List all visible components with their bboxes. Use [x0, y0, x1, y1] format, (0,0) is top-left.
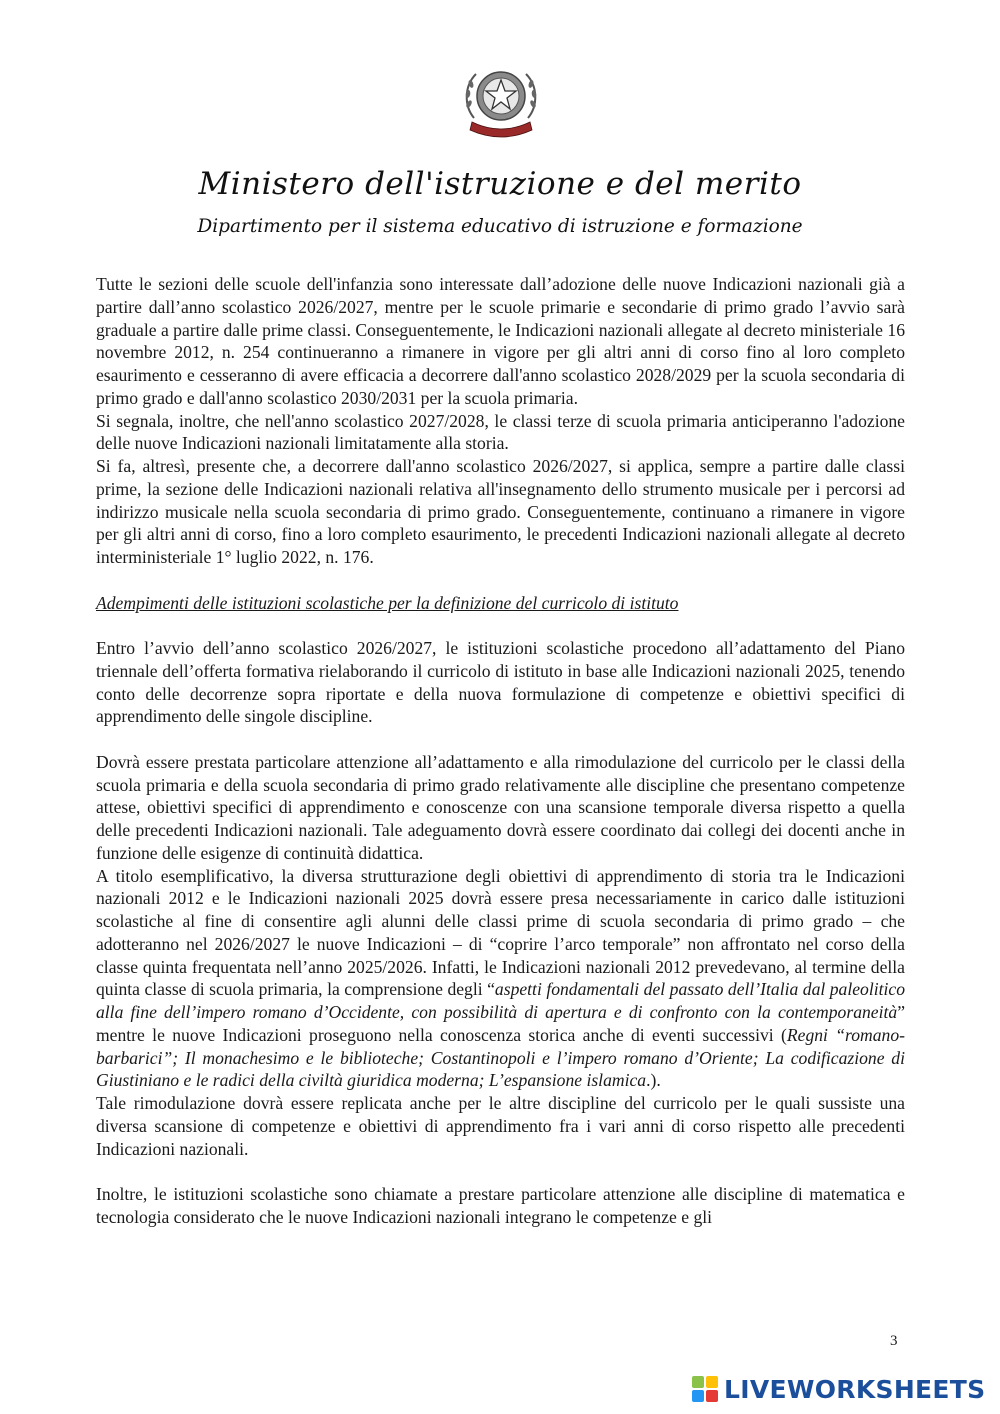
department-title: Dipartimento per il sistema educativo di istruzione e formazione — [197, 216, 803, 237]
paragraph: Dovrà essere prestata particolare attenzione all’adattamento e alla rimodulazione del curricolo per le classi della scuola primaria e della scuola secondaria di primo grado relativamente alle discipline che presentano competenze attese, obiettivi specifici di apprendimento e conoscenze con una scansione temporale diversa rispetto a quella delle precedenti Indicazioni nazionali. Tale adeguamento dovrà essere coordinato dai collegi dei docenti anche in funzione delle esigenze di continuità didattica. — [96, 751, 905, 863]
liveworksheets-watermark — [692, 1372, 985, 1406]
paragraph: Tale rimodulazione dovrà essere replicata anche per le altre discipline del curricolo per le quali sussiste una diversa scansione di competenze e obiettivi di apprendimento fra i vari anni di corso rispetto alle precedenti Indicazioni nazionali. — [96, 1093, 905, 1159]
paragraph: Tutte le sezioni delle scuole dell'infanzia sono interessate dall’adozione delle nuove Indicazioni nazionali già a partire dall’anno scolastico 2026/2027, mentre per le scuole primarie e secondarie di primo grado l’avvio sarà graduale a partire dalle prime classi. Conseguentemente, le Indicazioni nazionali allegate al decreto ministeriale 16 novembre 2012, n. 254 continueranno a rimanere in vigore per gli altri anni di corso fino al loro completo esaurimento e cesseranno di avere efficacia a decorrere dall'anno scolastico 2028/2029 per la scuola secondaria di primo grado e dall'anno scolastico 2030/2031 per la scuola primaria. — [96, 274, 905, 408]
topic-list-text: Regni “romano-barbarici”; Il monachesimo e le biblioteche; Costantinopoli e l’impero romano d’Oriente; La codificazione di Giustiniano e le radici della civiltà giuridica moderna; L’espansione islamica — [96, 1024, 905, 1091]
paragraph: Si fa, altresì, presente che, a decorrere dall'anno scolastico 2026/2027, si applica, sempre a partire dalle classi prime, la sezione delle Indicazioni nazionali relativa all'insegnamento dello strumento musicale per i percorsi ad indirizzo musicale nella scuola secondaria di primo grado. Conseguentemente, continuano a rimanere in vigore per gli altri anni di corso, fino a loro completo esaurimento, le precedenti Indicazioni nazionali allegate al decreto interministeriale 1° luglio 2022, n. 176. — [96, 456, 905, 567]
section-heading: Adempimenti delle istituzioni scolastiche per la definizione del curricolo di istituto — [96, 592, 679, 613]
page-number: 3 — [890, 1333, 898, 1349]
paragraph: Entro l’avvio dell’anno scolastico 2026/2027, le istituzioni scolastiche procedono all’adattamento del Piano triennale dell’offerta formativa rielaborando il curricolo di istituto in base alle Indicazioni nazionali 2025, tenendo conto delle decorrenze sopra riportate e della nuova formulazione di competenze e obiettivi specifici di apprendimento delle singole discipline. — [96, 638, 905, 727]
liveworksheets-logo-icon — [692, 1376, 718, 1402]
quoted-text: aspetti fondamentali del passato dell’Italia dal paleolitico alla fine dell’impero romano d’Occidente, con possibilità di apertura e di confronto con la contemporaneità — [96, 979, 905, 1022]
republic-emblem-icon — [456, 56, 546, 146]
paragraph: Si segnala, inoltre, che nell'anno scolastico 2027/2028, le classi terze di scuola primaria anticiperanno l'adozione delle nuove Indicazioni nazionali limitatamente alla storia. — [96, 410, 905, 454]
document-body — [96, 273, 905, 1229]
paragraph-text: ” mentre le nuove Indicazioni proseguono nella conoscenza storica anche di eventi successivi ( — [96, 1002, 905, 1045]
paragraph: Inoltre, le istituzioni scolastiche sono chiamate a prestare particolare attenzione alle discipline di matematica e tecnologia considerato che le nuove Indicazioni nazionali integrano le competenze e gli — [96, 1184, 905, 1227]
ministry-title: Ministero dell'istruzione e del merito — [198, 166, 802, 202]
paragraph-text: A titolo esemplificativo, la diversa strutturazione degli obiettivi di apprendimento di storia tra le Indicazioni nazionali 2012 e le Indicazioni nazionali 2025 dovrà essere presa necessariamente in carico dalle istituzioni scolastiche al fine di consentire agli alunni delle classi prime di scuola secondaria di primo grado – che adotteranno nel 2026/2027 le nuove Indicazioni – di “coprire l’arco temporale” non affrontato nel corso della classe quinta frequentata nell’anno 2025/2026. Infatti, le Indicazioni nazionali 2012 prevedevano, al termine della quinta classe di scuola primaria, la comprensione degli “ — [96, 865, 905, 1000]
paragraph — [96, 865, 905, 1093]
watermark-text: LIVEWORKSHEETS — [724, 1374, 986, 1404]
paragraph-text: .). — [646, 1070, 661, 1091]
